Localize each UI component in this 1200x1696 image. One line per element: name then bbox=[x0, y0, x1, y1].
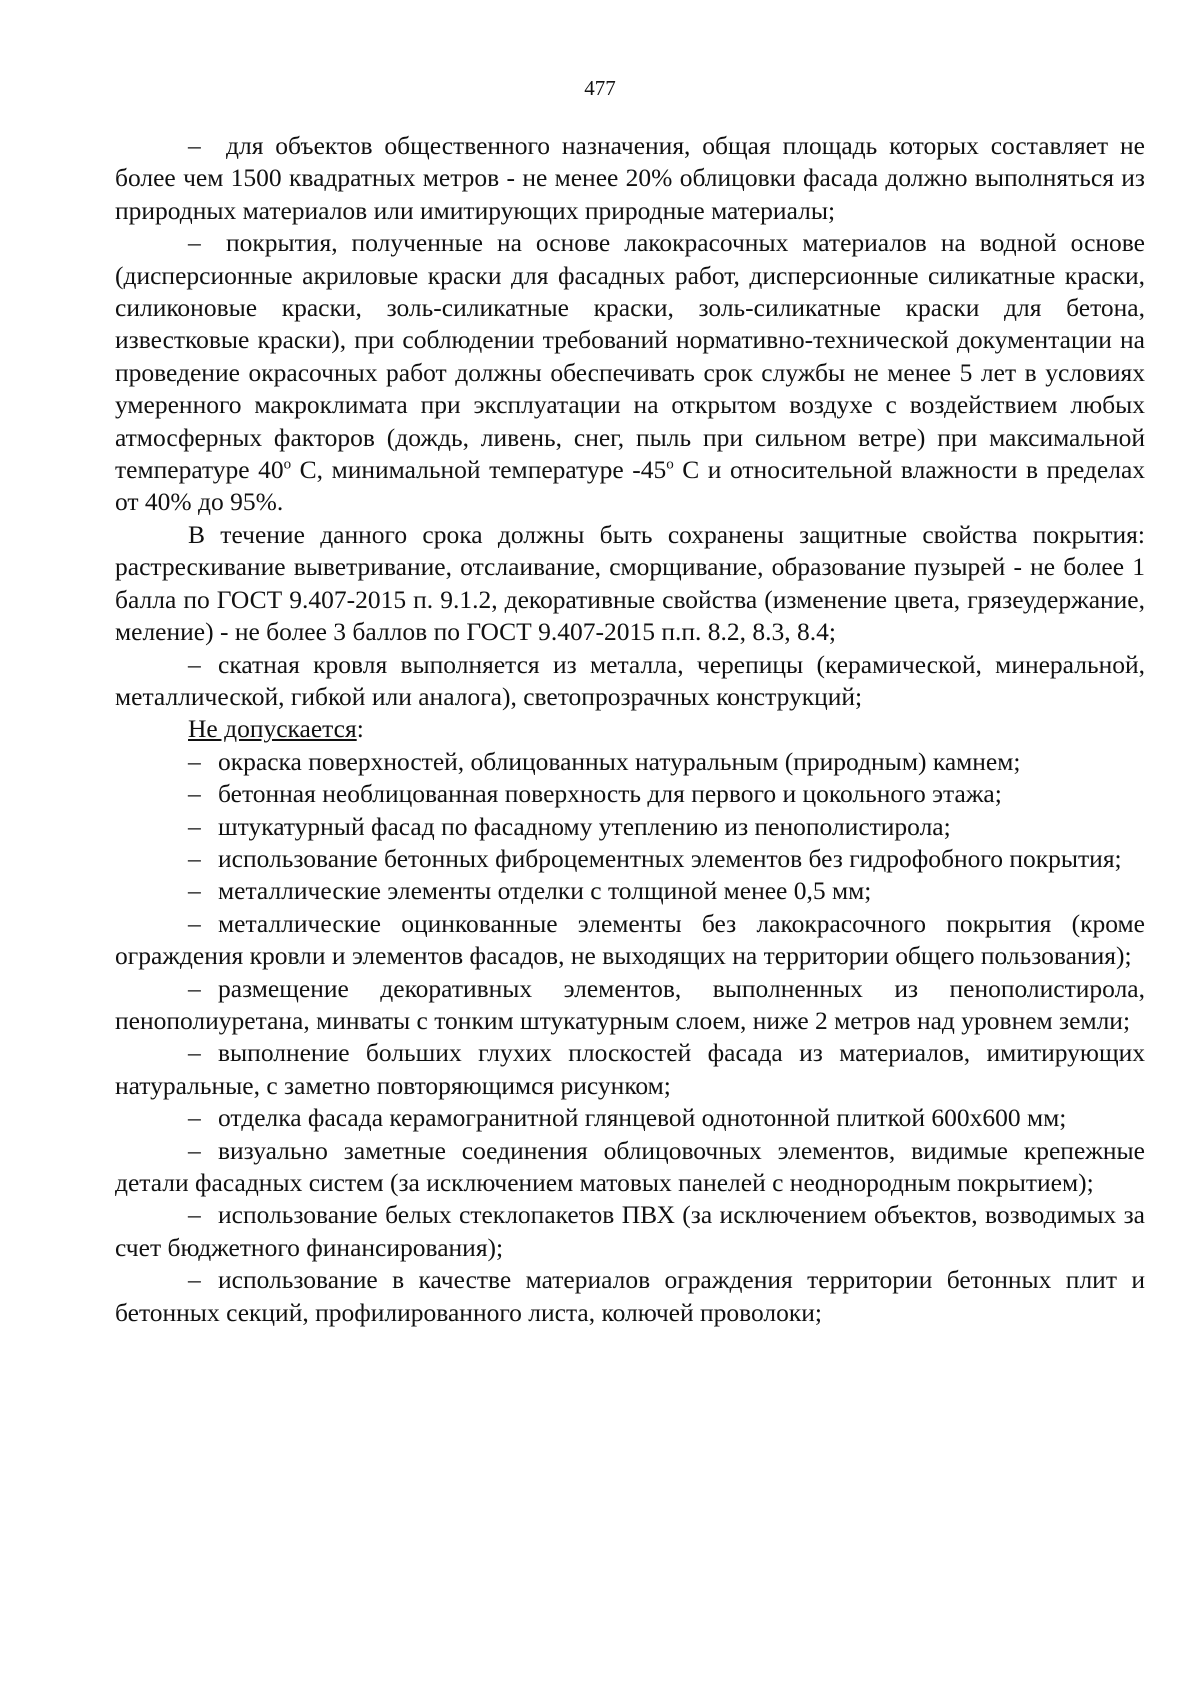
list-dash: – bbox=[188, 779, 201, 809]
list-item bbox=[115, 875, 1145, 907]
degree-mark: о bbox=[666, 456, 674, 473]
list-item bbox=[115, 1135, 1145, 1200]
section-heading bbox=[115, 713, 1145, 745]
list-item-text: металлические элементы отделки с толщиной менее 0,5 мм; bbox=[218, 876, 872, 906]
list-item-text: штукатурный фасад по фасадному утеплению из пенополистирола; bbox=[218, 811, 951, 841]
list-dash: – bbox=[188, 876, 201, 906]
list-dash: – bbox=[188, 973, 201, 1003]
list-item-text: покрытия, полученные на основе лакокрасочных материалов на водной основе (дисперсионные акриловые краски для фасадных работ, дисперсионные силикатные краски, силиконовые краски, золь-силикатные краски, золь-силикатные краски для бетона, известковые краски), при соблюдении требований нормативно-технической документации на проведение окрасочных работ должны обеспечивать срок службы не менее 5 лет в условиях умеренного макроклимата при эксплуатации на открытом воздухе с воздействием любых атмосферных факторов (дождь, ливень, снег, пыль при сильном ветре) при максимальной температуре 40 bbox=[115, 228, 1145, 485]
list-item-text: окраска поверхностей, облицованных натуральным (природным) камнем; bbox=[218, 746, 1021, 776]
page-number: 477 bbox=[584, 76, 616, 100]
list-dash: – bbox=[188, 649, 201, 679]
section-heading-colon: : bbox=[356, 714, 364, 744]
list-dash: – bbox=[188, 1200, 201, 1230]
section-heading-text: Не допускается bbox=[188, 714, 357, 744]
list-item bbox=[115, 1264, 1145, 1329]
list-item bbox=[115, 908, 1145, 973]
list-item bbox=[115, 130, 1145, 227]
body-paragraph: В течение данного срока должны быть сохранены защитные свойства покрытия: растрескивание выветривание, отслаивание, сморщивание, образование пузырей - не более 1 балла по ГОСТ 9.407-2015 п. 9.1.2, декоративные свойства (изменение цвета, грязеудержание, меление) - не более 3 баллов по ГОСТ 9.407-2015 п.п. 8.2, 8.3, 8.4; bbox=[115, 519, 1145, 647]
list-dash: – bbox=[188, 131, 201, 160]
list-item-text: С и относительной влажности в пределах от 40% до 95%. bbox=[115, 455, 1146, 517]
list-item-text: использование в качестве материалов ограждения территории бетонных плит и бетонных секций, профилированного листа, колючей проволоки; bbox=[115, 1265, 1145, 1327]
list-item bbox=[115, 746, 1145, 778]
list-item bbox=[115, 1102, 1145, 1134]
list-dash: – bbox=[188, 1265, 201, 1295]
list-dash: – bbox=[188, 1135, 201, 1165]
degree-mark: о bbox=[283, 456, 292, 473]
list-dash: – bbox=[188, 1103, 201, 1133]
list-dash: – bbox=[188, 1038, 201, 1068]
list-item bbox=[115, 778, 1145, 810]
list-item-text: для объектов общественного назначения, общая площадь которых составляет не более чем 1500 квадратных метров - не менее 20% облицовки фасада должно выполняться из природных материалов или имитирующих природные материалы; bbox=[115, 131, 1145, 225]
list-item-text: использование белых стеклопакетов ПВХ (за исключением объектов, возводимых за счет бюджетного финансирования); bbox=[115, 1200, 1145, 1262]
list-item bbox=[115, 811, 1145, 843]
list-item-text: отделка фасада керамогранитной глянцевой однотонной плиткой 600х600 мм; bbox=[218, 1103, 1067, 1133]
list-item bbox=[115, 1037, 1145, 1102]
list-item-text: размещение декоративных элементов, выполненных из пенополистирола, пенополиуретана, минваты с тонким штукатурным слоем, ниже 2 метров над уровнем земли; bbox=[115, 973, 1145, 1035]
list-dash: – bbox=[188, 908, 201, 938]
list-item bbox=[115, 227, 1145, 519]
list-item bbox=[115, 843, 1145, 875]
list-dash: – bbox=[188, 746, 201, 776]
list-item-text: выполнение больших глухих плоскостей фасада из материалов, имитирующих натуральные, с заметно повторяющимся рисунком; bbox=[115, 1038, 1145, 1100]
list-item bbox=[115, 649, 1145, 714]
list-dash: – bbox=[188, 811, 201, 841]
list-dash: – bbox=[188, 843, 201, 873]
list-item bbox=[115, 973, 1145, 1038]
list-item-text: скатная кровля выполняется из металла, черепицы (керамической, минеральной, металлической, гибкой или аналога), светопрозрачных конструкций; bbox=[115, 649, 1145, 711]
list-dash: – bbox=[188, 228, 201, 258]
document-body bbox=[115, 130, 1145, 1329]
list-item-text: С, минимальной температуре -45 bbox=[291, 455, 667, 485]
list-item-text: металлические оцинкованные элементы без лакокрасочного покрытия (кроме ограждения кровли и элементов фасадов, не выходящих на территории общего пользования); bbox=[115, 908, 1145, 971]
list-item-text: бетонная необлицованная поверхность для первого и цокольного этажа; bbox=[218, 779, 1002, 809]
list-item bbox=[115, 1199, 1145, 1264]
list-item-text: использование бетонных фиброцементных элементов без гидрофобного покрытия; bbox=[218, 843, 1122, 873]
list-item-text: визуально заметные соединения облицовочных элементов, видимые крепежные детали фасадных систем (за исключением матовых панелей с неоднородным покрытием); bbox=[115, 1135, 1145, 1197]
